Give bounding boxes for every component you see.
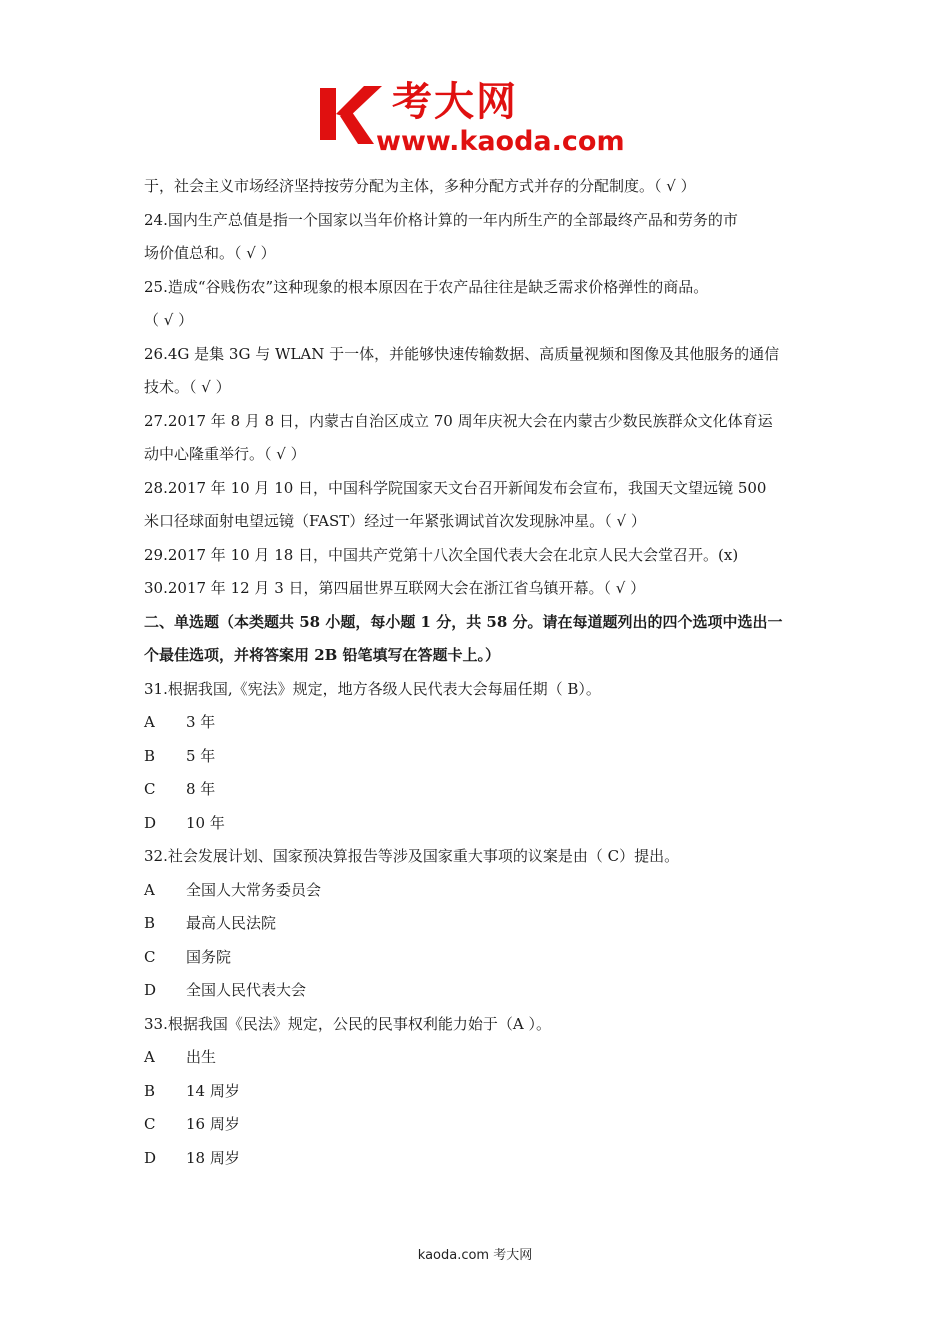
question-stem: 31.根据我国,《宪法》规定，地方各级人民代表大会每届任期（ B）。 (144, 679, 601, 698)
option-text: 全国人民代表大会 (186, 981, 307, 999)
option-text: 8 年 (186, 780, 216, 798)
option-text: 10 年 (186, 813, 225, 832)
option-text: 出生 (186, 1048, 217, 1066)
question-stem: 33.根据我国《民法》规定，公民的民事权利能力始于（A ）。 (144, 1014, 551, 1033)
text-line: 28.2017 年 10 月 10 日，中国科学院国家天文台召开新闻发布会宣布，我国天文望远镜 500 (144, 478, 767, 497)
option-letter: B (144, 746, 156, 765)
option-letter: B (144, 1081, 156, 1100)
option-text: 最高人民法院 (186, 914, 277, 932)
text-line: 米口径球面射电望远镜（FAST）经过一年紧张调试首次发现脉冲星。（ √ ） (144, 512, 646, 530)
option-row (144, 974, 809, 1008)
text-line: （ √ ） (144, 311, 194, 329)
option-row (144, 874, 809, 908)
option-row (144, 1108, 809, 1142)
option-letter: C (144, 1115, 156, 1133)
option-letter: D (144, 981, 157, 999)
text-line: 26.4G 是集 3G 与 WLAN 于一体，并能够快速传输数据、高质量视频和图像及其他服务的通信 (144, 344, 780, 363)
option-letter: A (144, 713, 155, 731)
option-row (144, 941, 809, 975)
section-heading: 二、单选题（本类题共 58 小题，每小题 1 分，共 58 分。请在每道题列出的四个选项中选出一 (144, 612, 783, 631)
option-row (144, 1041, 809, 1075)
text-line: 24.国内生产总值是指一个国家以当年价格计算的一年内所生产的全部最终产品和劳务的市 (144, 210, 738, 229)
text-line: 于，社会主义市场经济坚持按劳分配为主体，多种分配方式并存的分配制度。（ √ ） (144, 177, 696, 195)
logo-title: 考大网 (392, 79, 518, 125)
option-row (144, 773, 809, 807)
option-letter: C (144, 947, 156, 966)
option-row (144, 1142, 809, 1176)
text-line: 场价值总和。（ √ ） (144, 244, 276, 262)
option-text: 16 周岁 (186, 1115, 240, 1133)
option-row (144, 740, 809, 774)
section-heading-cont: 个最佳选项，并将答案用 2B 铅笔填写在答题卡上。） (144, 646, 501, 664)
option-letter: B (144, 914, 156, 932)
option-row (144, 1075, 809, 1109)
question-stem: 32.社会发展计划、国家预决算报告等涉及国家重大事项的议案是由（ C）提出。 (144, 847, 680, 865)
kaoda-logo (318, 79, 638, 158)
text-line: 动中心隆重举行。（ √ ） (144, 445, 306, 463)
option-text: 5 年 (186, 746, 216, 765)
option-text: 全国人大常务委员会 (186, 880, 322, 899)
option-text: 14 周岁 (186, 1081, 240, 1100)
page-footer: kaoda.com 考大网 (417, 1248, 533, 1263)
option-text: 18 周岁 (186, 1148, 240, 1167)
document-body (144, 170, 809, 1175)
option-row (144, 807, 809, 841)
option-text: 3 年 (186, 713, 216, 731)
option-letter: D (144, 813, 157, 832)
option-row (144, 907, 809, 941)
option-letter: C (144, 780, 156, 798)
option-letter: A (144, 1048, 155, 1066)
text-line: 29.2017 年 10 月 18 日，中国共产党第十八次全国代表大会在北京人民大会堂召开。(x) (144, 545, 739, 564)
text-line: 30.2017 年 12 月 3 日，第四届世界互联网大会在浙江省乌镇开幕。（ √ ） (144, 579, 646, 597)
text-line: 25.造成“谷贱伤农”这种现象的根本原因在于农产品往往是缺乏需求价格弹性的商品。 (144, 277, 709, 296)
text-line: 27.2017 年 8 月 8 日，内蒙古自治区成立 70 周年庆祝大会在内蒙古少数民族群众文化体育运 (144, 411, 773, 430)
option-letter: A (144, 880, 155, 899)
option-letter: D (144, 1148, 157, 1167)
option-row (144, 706, 809, 740)
logo-url: www.kaoda.com (376, 126, 625, 157)
text-line: 技术。（ √ ） (144, 378, 231, 396)
option-text: 国务院 (186, 947, 232, 966)
